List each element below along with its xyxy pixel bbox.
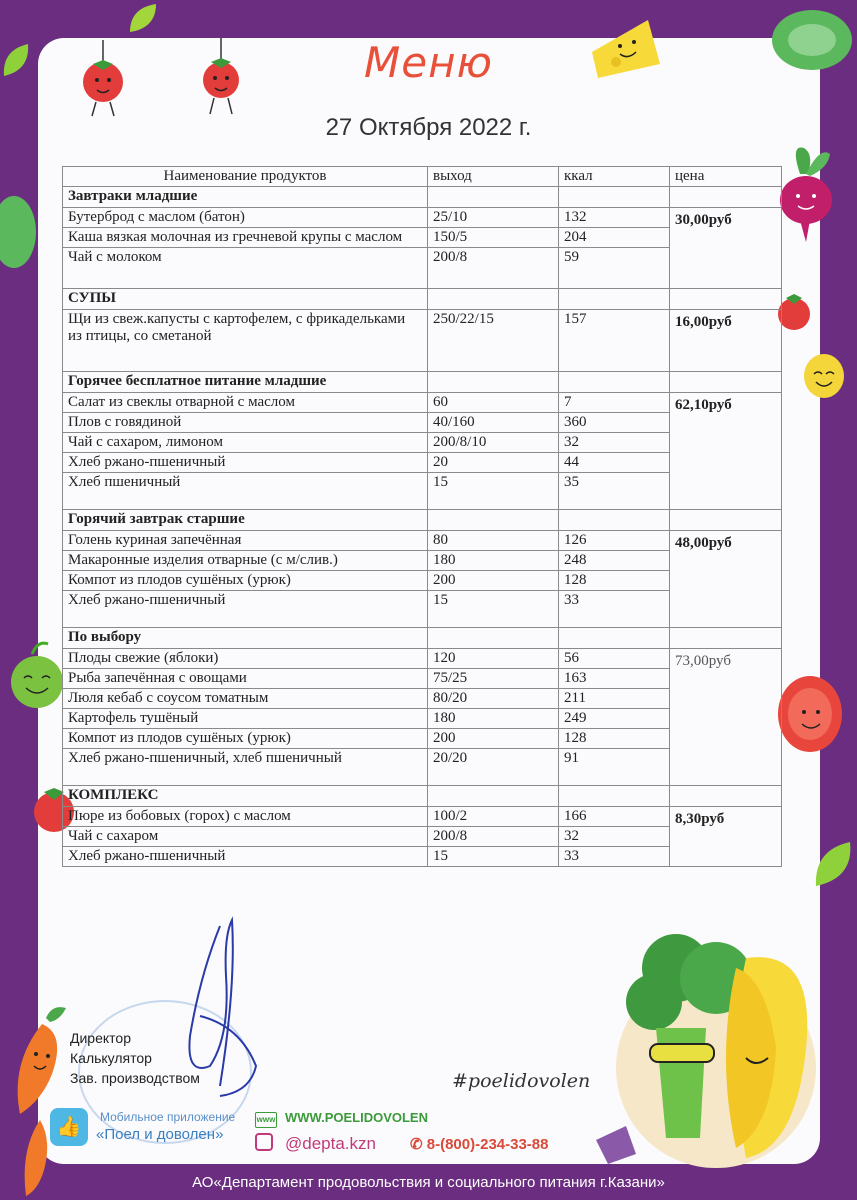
dish-name: Чай с молоком	[63, 248, 428, 289]
section-price: 16,00руб	[670, 310, 782, 372]
section-price: 62,10руб	[670, 393, 782, 510]
footer: АО«Департамент продовольствия и социального питания г.Казани»	[192, 1174, 665, 1191]
menu-date: 27 Октября 2022 г.	[325, 114, 532, 141]
dish-kcal: 132	[559, 208, 670, 228]
app-name: «Поел и доволен»	[96, 1126, 224, 1143]
dish-yield: 200/8	[428, 827, 559, 847]
phone-icon: ✆	[410, 1136, 423, 1153]
dish-name: Компот из плодов сушёных (урюк)	[63, 729, 428, 749]
hashtag: #poelidovolen	[452, 1070, 591, 1092]
section-row	[63, 786, 782, 807]
dish-name: Макаронные изделия отварные (с м/слив.)	[63, 551, 428, 571]
table-row	[63, 649, 782, 669]
dish-kcal: 32	[559, 827, 670, 847]
dish-yield: 80	[428, 531, 559, 551]
section-price: 30,00руб	[670, 208, 782, 289]
dish-kcal: 7	[559, 393, 670, 413]
dish-kcal: 163	[559, 669, 670, 689]
phone	[410, 1135, 549, 1153]
steak-icon	[774, 672, 846, 756]
dish-name: Голень куриная запечённая	[63, 531, 428, 551]
app-caption: Мобильное приложение	[100, 1110, 236, 1124]
dish-yield: 25/10	[428, 208, 559, 228]
dish-name: Салат из свеклы отварной с маслом	[63, 393, 428, 413]
dish-name: Плоды свежие (яблоки)	[63, 649, 428, 669]
section-row	[63, 510, 782, 531]
website-text: WWW.POELIDOVOLEN	[285, 1110, 428, 1125]
dish-kcal: 44	[559, 453, 670, 473]
signature-production-head: Зав. производством	[70, 1070, 200, 1086]
lemon-icon	[800, 350, 848, 402]
section-row	[63, 372, 782, 393]
dish-yield: 60	[428, 393, 559, 413]
dish-name: Компот из плодов сушёных (урюк)	[63, 571, 428, 591]
dish-kcal: 33	[559, 591, 670, 628]
dish-yield: 120	[428, 649, 559, 669]
dish-kcal: 249	[559, 709, 670, 729]
dish-kcal: 56	[559, 649, 670, 669]
dish-name: Плов с говядиной	[63, 413, 428, 433]
dish-yield: 20/20	[428, 749, 559, 786]
dish-name: Хлеб ржано-пшеничный	[63, 847, 428, 867]
dish-kcal: 360	[559, 413, 670, 433]
leaf-icon	[810, 836, 856, 892]
menu-table	[62, 166, 782, 867]
dish-kcal: 91	[559, 749, 670, 786]
column-header-kcal: ккал	[559, 167, 670, 187]
column-header-name: Наименование продуктов	[63, 167, 428, 187]
section-row	[63, 628, 782, 649]
dish-yield: 15	[428, 847, 559, 867]
dish-kcal: 128	[559, 571, 670, 591]
apple-icon	[8, 640, 66, 720]
website	[255, 1110, 428, 1128]
lettuce-icon	[0, 192, 40, 272]
column-header-yield: выход	[428, 167, 559, 187]
section-title: Горячий завтрак старшие	[63, 510, 428, 531]
thumbs-up-icon: 👍	[50, 1108, 88, 1146]
table-row	[63, 393, 782, 413]
leaf-icon	[126, 0, 162, 36]
dish-yield: 180	[428, 551, 559, 571]
dish-kcal: 35	[559, 473, 670, 510]
dish-name: Бутерброд с маслом (батон)	[63, 208, 428, 228]
dish-yield: 200/8	[428, 248, 559, 289]
dish-name: Хлеб пшеничный	[63, 473, 428, 510]
dish-name: Люля кебаб с соусом томатным	[63, 689, 428, 709]
section-title: СУПЫ	[63, 289, 428, 310]
dish-name: Хлеб ржано-пшеничный	[63, 591, 428, 628]
dish-yield: 15	[428, 591, 559, 628]
instagram-handle: @depta.kzn	[285, 1134, 376, 1153]
instagram-icon	[255, 1133, 273, 1151]
dish-name: Каша вязкая молочная из гречневой крупы с маслом	[63, 228, 428, 248]
dish-kcal: 211	[559, 689, 670, 709]
dish-yield: 20	[428, 453, 559, 473]
section-row	[63, 289, 782, 310]
section-title: Горячее бесплатное питание младшие	[63, 372, 428, 393]
dish-kcal: 157	[559, 310, 670, 372]
dish-name: Картофель тушёный	[63, 709, 428, 729]
dish-yield: 80/20	[428, 689, 559, 709]
section-price: 73,00руб	[670, 649, 782, 786]
dish-name: Хлеб ржано-пшеничный, хлеб пшеничный	[63, 749, 428, 786]
signatures	[70, 1028, 200, 1088]
table-row	[63, 531, 782, 551]
dish-kcal: 59	[559, 248, 670, 289]
signature-director: Директор	[70, 1030, 131, 1046]
dish-name: Рыба запечённая с овощами	[63, 669, 428, 689]
dish-yield: 200/8/10	[428, 433, 559, 453]
dish-yield: 15	[428, 473, 559, 510]
broccoli-banana-icon	[596, 918, 852, 1180]
dish-kcal: 33	[559, 847, 670, 867]
section-title: КОМПЛЕКС	[63, 786, 428, 807]
dish-name: Щи из свеж.капусты с картофелем, с фрикадельками из птицы, со сметаной	[63, 310, 428, 372]
menu-title: Меню	[364, 38, 493, 87]
dish-kcal: 32	[559, 433, 670, 453]
dish-yield: 40/160	[428, 413, 559, 433]
dish-name: Пюре из бобовых (горох) с маслом	[63, 807, 428, 827]
dish-yield: 150/5	[428, 228, 559, 248]
dish-yield: 200	[428, 729, 559, 749]
signature-calculator: Калькулятор	[70, 1050, 152, 1066]
phone-number: 8-(800)-234-33-88	[426, 1136, 549, 1153]
table-row	[63, 208, 782, 228]
carrot-icon	[6, 1004, 76, 1124]
section-title: По выбору	[63, 628, 428, 649]
dish-name: Чай с сахаром	[63, 827, 428, 847]
section-price: 8,30руб	[670, 807, 782, 867]
dish-yield: 180	[428, 709, 559, 729]
dish-name: Чай с сахаром, лимоном	[63, 433, 428, 453]
dish-yield: 200	[428, 571, 559, 591]
section-price: 48,00руб	[670, 531, 782, 628]
dish-kcal: 248	[559, 551, 670, 571]
table-row	[63, 807, 782, 827]
section-title: Завтраки младшие	[63, 187, 428, 208]
section-row	[63, 187, 782, 208]
table-row	[63, 310, 782, 372]
instagram	[255, 1133, 376, 1154]
dish-kcal: 128	[559, 729, 670, 749]
column-header-price: цена	[670, 167, 782, 187]
dish-yield: 100/2	[428, 807, 559, 827]
web-icon: www	[255, 1112, 277, 1128]
dish-yield: 250/22/15	[428, 310, 559, 372]
table-header	[63, 167, 782, 187]
dish-kcal: 126	[559, 531, 670, 551]
dish-kcal: 166	[559, 807, 670, 827]
dish-kcal: 204	[559, 228, 670, 248]
dish-yield: 75/25	[428, 669, 559, 689]
dish-name: Хлеб ржано-пшеничный	[63, 453, 428, 473]
